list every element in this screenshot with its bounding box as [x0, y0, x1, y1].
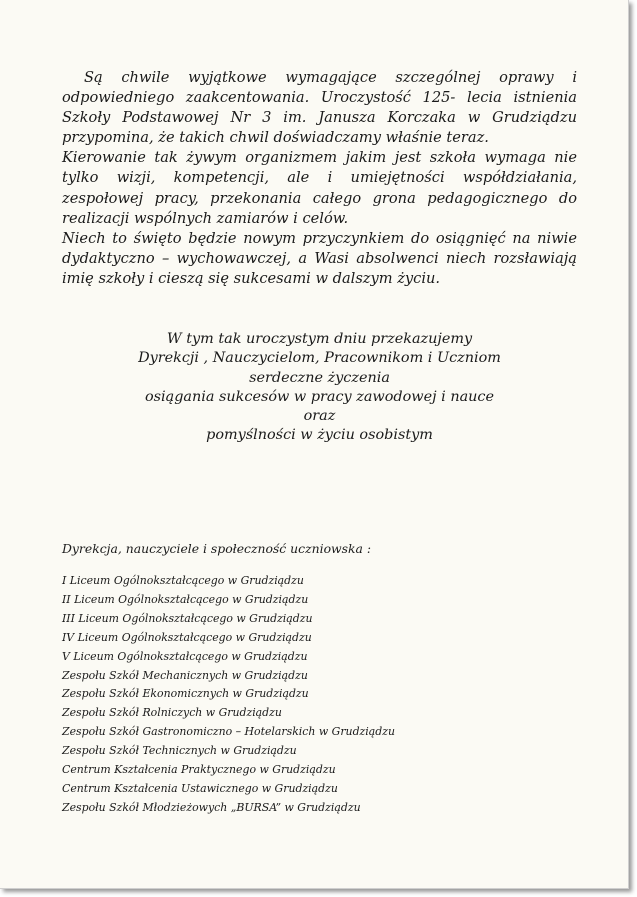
intro-paragraph-1: Są chwile wyjątkowe wymagające szczególnej oprawy i odpowiedniego zaakcentowania. Uroczystość 125- lecia istnienia Szkoły Podstawowej Nr 3 im. Janusza Korczaka w Grudziądzu przypomina, że takich chwil doświadczamy właśnie teraz.: [62, 69, 577, 147]
signer-item: Zespołu Szkół Młodzieżowych „BURSA” w Grudziądzu: [62, 800, 361, 814]
signer-item: Zespołu Szkół Technicznych w Grudziądzu: [62, 744, 297, 758]
signer-item: Zespołu Szkół Mechanicznych w Grudziądzu: [62, 668, 308, 682]
signer-item: Centrum Kształcenia Ustawicznego w Grudziądzu: [62, 781, 338, 795]
signer-item: I Liceum Ogólnokształcącego w Grudziądzu: [62, 574, 304, 587]
intro-paragraph-3: Niech to święto będzie nowym przyczynkiem do osiągnięć na niwie dydaktyczno – wychowawczej, a Wasi absolwenci niech rozsławiają imię szkoły i cieszą się sukcesami w dalszym życiu.: [62, 229, 577, 287]
signer-item: V Liceum Ogólnokształcącego w Grudziądzu: [62, 649, 308, 663]
signers-list: [62, 572, 577, 818]
signer-item: IV Liceum Ogólnokształcącego w Grudziądzu: [62, 630, 312, 644]
signer-item: Centrum Kształcenia Praktycznego w Grudziądzu: [62, 763, 336, 777]
wishes-line: osiągania sukcesów w pracy zawodowej i nauce: [144, 388, 495, 405]
signer-item: Zespołu Szkół Gastronomiczno – Hotelarskich w Grudziądzu: [62, 725, 395, 739]
wishes-block: [62, 330, 577, 446]
intro-paragraph-2: Kierowanie tak żywym organizmem jakim jest szkoła wymaga nie tylko wizji, kompetencji, ale i umiejętności współdziałania, zespołowej pracy, przekonania całego grona pedagogicznego do realizacji wspólnych zamiarów i celów.: [62, 149, 577, 227]
wishes-line: oraz: [303, 408, 336, 425]
wishes-line: pomyślności w życiu osobistym: [206, 427, 433, 444]
signer-item: III Liceum Ogólnokształcącego w Grudziądzu: [62, 611, 313, 625]
signer-item: II Liceum Ogólnokształcącego w Grudziądzu: [62, 592, 309, 606]
intro-text: [62, 68, 577, 289]
signers-heading: Dyrekcja, nauczyciele i społeczność uczniowska :: [62, 541, 371, 556]
wishes-line: serdeczne życzenia: [249, 369, 390, 386]
wishes-line: Dyrekcji , Nauczycielom, Pracownikom i Uczniom: [138, 350, 501, 367]
wishes-line: W tym tak uroczystym dniu przekazujemy: [166, 331, 473, 347]
signer-item: Zespołu Szkół Rolniczych w Grudziądzu: [62, 706, 282, 720]
signer-item: Zespołu Szkół Ekonomicznych w Grudziądzu: [62, 687, 309, 701]
